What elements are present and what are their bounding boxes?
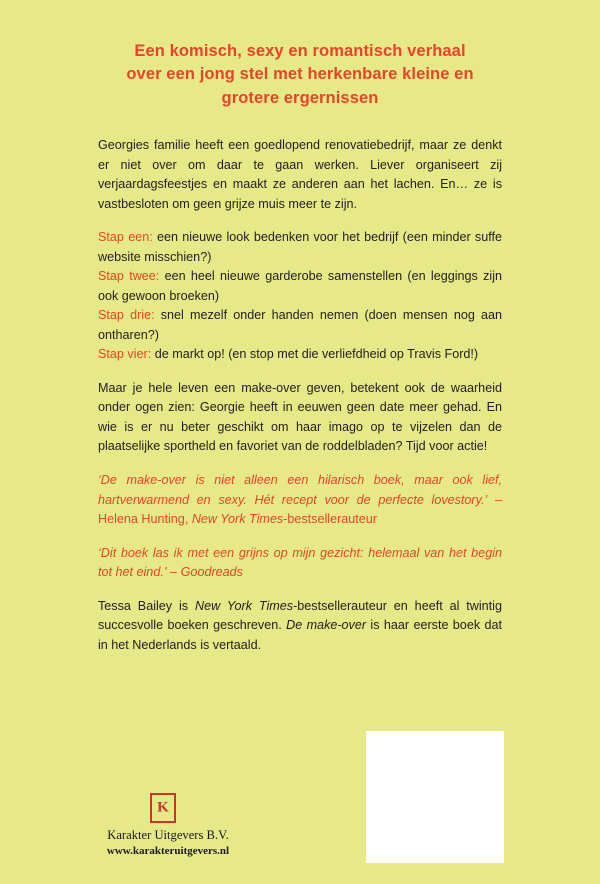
barcode-placeholder: [366, 731, 504, 863]
author-bio-italic-1: New York Times: [194, 598, 294, 613]
publisher-logo-icon: [150, 793, 176, 823]
author-bio-italic-2: De make-over: [286, 618, 367, 633]
publisher-url: www.karakteruitgevers.nl: [106, 845, 230, 857]
review-quote-1-attrib: – Helena Hunting,: [98, 492, 502, 527]
step-label: Stap een:: [98, 230, 153, 245]
review-quote-1: [98, 471, 502, 530]
review-quote-2-text: ‘Dit boek las ik met een grijns op mijn gezicht: helemaal van het begin tot het eind.’: [98, 545, 502, 580]
list-item: [98, 267, 502, 306]
intro-paragraph: Georgies familie heeft een goedlopend renovatiebedrijf, maar ze denkt er niet over om daar te gaan werken. Liever organiseert zij verjaardagsfeestjes en maakt ze anderen aan het lachen. En… ze is vastbesloten om geen grijze muis meer te zijn.: [98, 138, 502, 211]
step-text: de markt op! (en stop met die verliefdheid op Travis Ford!): [151, 347, 479, 362]
author-bio-part-2: -bestsellerauteur en heeft al twintig succesvolle boeken geschreven.: [98, 598, 502, 633]
page-title-line-1: Een komisch, sexy en romantisch verhaal: [134, 42, 466, 60]
review-quote-1-attrib-source: New York Times: [191, 512, 284, 527]
step-label: Stap vier:: [98, 347, 152, 362]
page-title: [98, 40, 502, 110]
list-item: [98, 345, 502, 365]
publisher-block: [98, 793, 328, 857]
review-quote-2: [98, 544, 502, 583]
steps-list: [98, 228, 502, 365]
review-quote-2-attrib-source: Goodreads: [180, 565, 243, 580]
publisher-name: Karakter Uitgevers B.V.: [107, 828, 229, 842]
review-quote-1-attrib-tail: -bestsellerauteur: [283, 512, 377, 527]
cover-text-block: [98, 40, 502, 655]
review-quote-2-attrib: –: [166, 565, 181, 580]
synopsis-paragraph: Maar je hele leven een make-over geven, betekent ook de waarheid onder ogen zien: Georgie heeft in eeuwen geen date meer gehad. En wie is er nu beter geschikt om haar imago op te vijzelen dan de plaatselijke sportheld en favoriet van de roddelbladen? Tijd voor actie!: [98, 380, 502, 454]
page-title-line-2: over een jong stel met herkenbare kleine en: [126, 65, 474, 84]
step-label: Stap twee:: [98, 269, 160, 284]
step-text: een nieuwe look bedenken voor het bedrijf (een minder suffe website misschien?): [98, 230, 503, 264]
review-quote-1-text: ‘De make-over is niet alleen een hilarisch boek, maar ook lief, hartverwarmend en sexy. Hét recept voor de perfecte lovestory.’: [98, 473, 502, 507]
step-text: een heel nieuwe garderobe samenstellen (en leggings zijn ook gewoon broeken): [98, 269, 502, 303]
step-text: snel mezelf onder handen nemen (doen mensen nog aan ontharen?): [98, 308, 503, 342]
author-bio: [98, 597, 502, 656]
author-bio-part-1: Tessa Bailey is: [98, 598, 195, 613]
list-item: [98, 228, 502, 267]
publisher-logo-glyph: K: [157, 799, 169, 816]
author-bio-part-3: is haar eerste boek dat in het Nederlands is vertaald.: [98, 618, 502, 652]
list-item: [98, 306, 502, 345]
page-title-line-3: grotere ergernissen: [221, 88, 379, 107]
step-label: Stap drie:: [98, 308, 155, 323]
